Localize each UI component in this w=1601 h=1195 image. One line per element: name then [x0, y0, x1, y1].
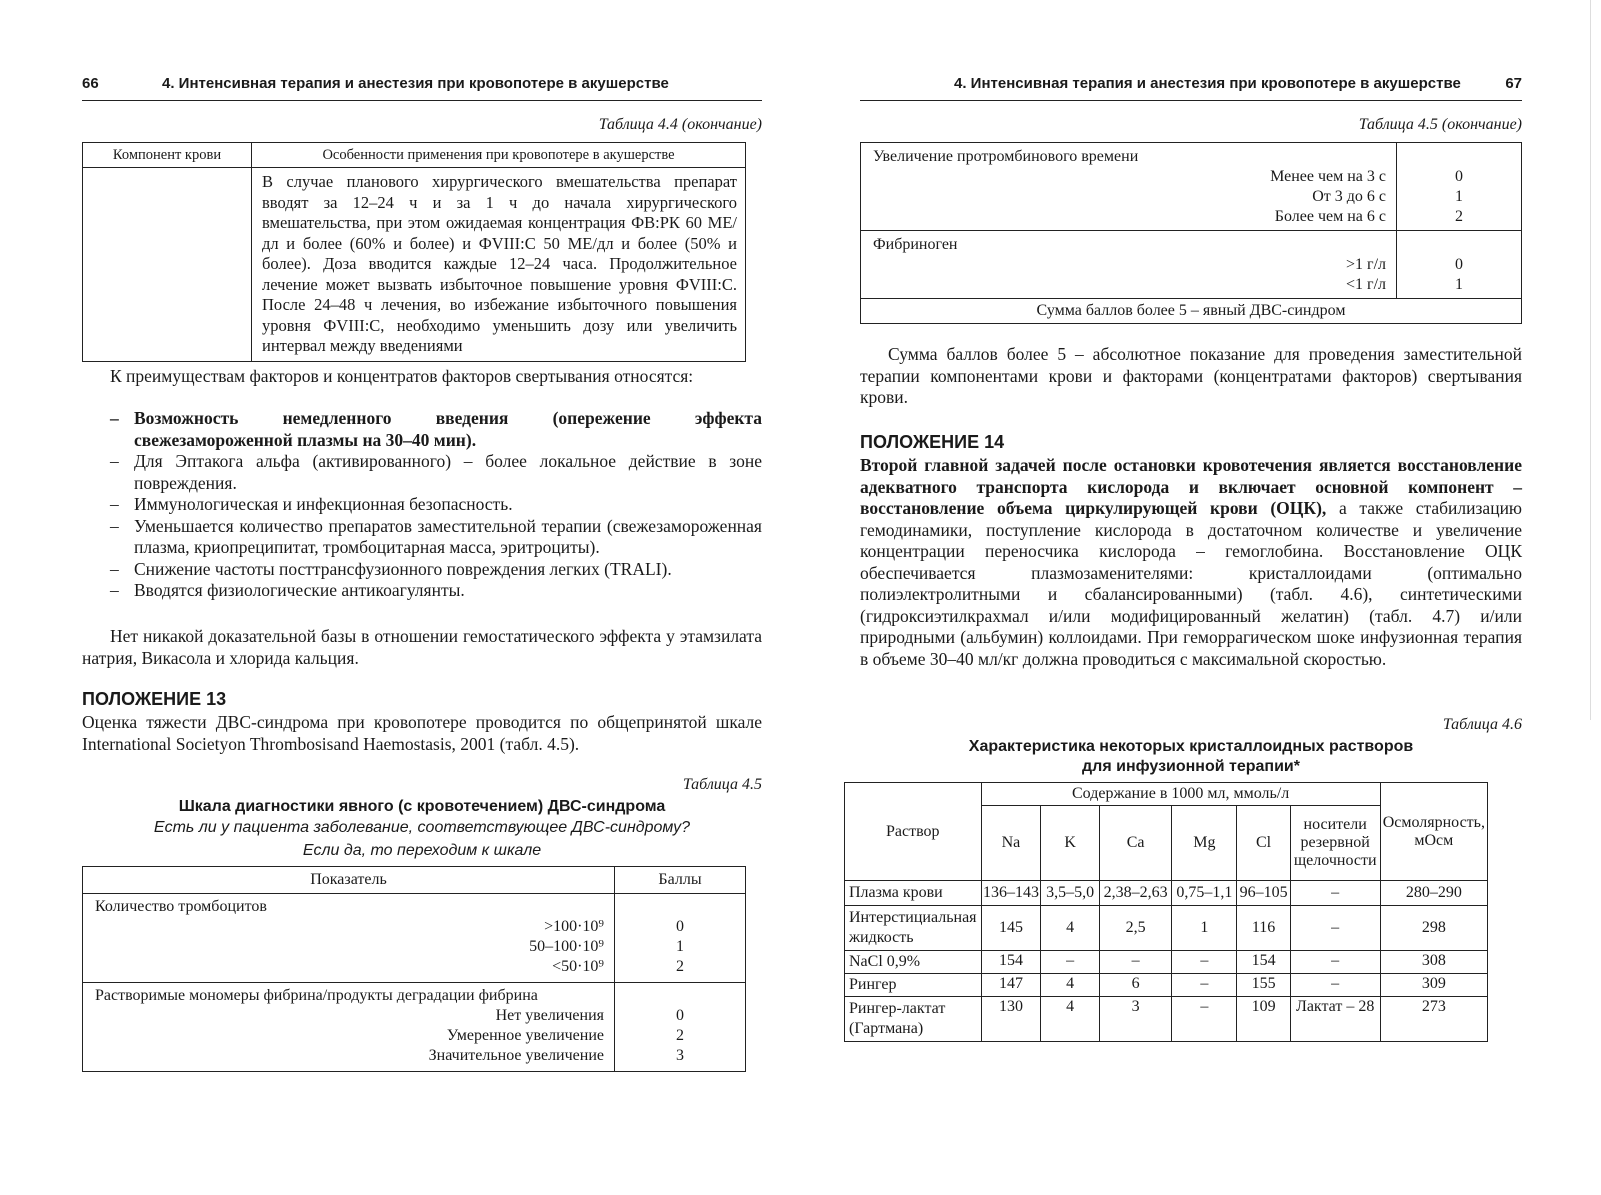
no-evidence-paragraph: Нет никакой доказательной базы в отношении гемостатического эффекта у этамзилата натрия, Викасола и хлорида кальция. — [82, 626, 762, 668]
page-number: 67 — [1505, 75, 1522, 92]
cell: 147 — [981, 974, 1041, 997]
table-4-4-header-component: Компонент крови — [83, 143, 252, 168]
row-name: Рингер-лактат (Гартмана) — [845, 997, 982, 1042]
page-number: 66 — [82, 75, 99, 92]
cell: 116 — [1237, 906, 1290, 951]
table-4-6-col-ca: Ca — [1099, 806, 1171, 881]
section-13-title: ПОЛОЖЕНИЕ 13 — [82, 689, 227, 709]
row-label: >1 г/л — [1345, 256, 1386, 273]
section-14-bold-text: Второй главной задачей после остановки кровотечения является восстановление адекватного транспорта кислорода и включает основной компонент – восстановление объема циркулирующей крови (ОЦК), — [860, 455, 1522, 518]
cell: 4 — [1041, 974, 1100, 997]
cell: 109 — [1237, 997, 1290, 1042]
cell: 1 — [1172, 906, 1237, 951]
row-score: 1 — [676, 938, 684, 955]
list-item: – Иммунологическая и инфекционная безопасность. — [82, 494, 762, 516]
cell: 96–105 — [1237, 881, 1290, 906]
row-score: 0 — [676, 918, 684, 935]
cell: – — [1172, 997, 1237, 1042]
row-score: 2 — [676, 1027, 684, 1044]
table-row — [845, 974, 1488, 997]
row-score: 1 — [1455, 276, 1463, 293]
table-row — [845, 881, 1488, 906]
row-name: Интерстициальная жидкость — [845, 906, 982, 951]
table-4-4-header-features: Особенности применения при кровопотере в акушерстве — [252, 143, 746, 168]
row-score: 0 — [1455, 256, 1463, 273]
list-item: – Снижение частоты посттрансфузионного повреждения легких (TRALI). — [82, 559, 762, 581]
table-4-6-header-osmolarity: Осмолярность, мОсм — [1380, 783, 1487, 881]
group-name: Увеличение протромбинового времени — [873, 148, 1139, 165]
cell: 273 — [1380, 997, 1487, 1042]
table-4-4-caption: Таблица 4.4 (окончание) — [598, 116, 762, 133]
row-label: <50·10⁹ — [552, 958, 604, 975]
cell: 4 — [1041, 906, 1100, 951]
group-name: Фибриноген — [873, 236, 958, 253]
cell: – — [1041, 951, 1100, 974]
table-row — [845, 997, 1488, 1042]
cell: 280–290 — [1380, 881, 1487, 906]
advantages-list — [82, 408, 762, 602]
cell: 2,5 — [1099, 906, 1171, 951]
row-label: Нет увеличения — [495, 1007, 604, 1024]
cell: 0,75–1,1 — [1172, 881, 1237, 906]
cell: 2,38–2,63 — [1099, 881, 1171, 906]
table-4-5-scores-prothrombin — [1397, 143, 1522, 231]
table-4-5-group-platelets — [83, 894, 615, 983]
table-4-5-header-indicator: Показатель — [83, 867, 615, 894]
row-score: 1 — [1455, 188, 1463, 205]
row-name: Плазма крови — [845, 881, 982, 906]
row-label: <1 г/л — [1345, 276, 1386, 293]
table-4-5-end — [860, 142, 1522, 324]
page-spine-shadow — [1590, 0, 1591, 720]
table-row — [845, 951, 1488, 974]
table-4-6-title-1: Характеристика некоторых кристаллоидных растворов — [968, 738, 1414, 755]
sum-paragraph: Сумма баллов более 5 – абсолютное показание для проведения заместительной терапии компонентами крови и факторами (концентратами факторов) свертывания крови. — [860, 344, 1522, 407]
row-label: Более чем на 6 с — [1274, 208, 1386, 225]
cell: – — [1290, 881, 1380, 906]
row-score: 2 — [1455, 208, 1463, 225]
table-4-5-scores-platelets — [615, 894, 746, 983]
advantages-intro: К преимуществам факторов и концентратов факторов свертывания относятся: — [110, 366, 694, 386]
table-4-5-caption: Таблица 4.5 — [682, 776, 762, 793]
left-running-head — [82, 74, 762, 101]
cell: 4 — [1041, 997, 1100, 1042]
table-4-6-col-cl: Cl — [1237, 806, 1290, 881]
table-4-6-col-na: Na — [981, 806, 1041, 881]
cell: – — [1099, 951, 1171, 974]
table-4-4-empty-cell — [83, 168, 252, 362]
table-4-5 — [82, 866, 746, 1072]
cell: – — [1290, 906, 1380, 951]
cell: – — [1172, 951, 1237, 974]
row-name: NaCl 0,9% — [845, 951, 982, 974]
row-score: 0 — [1455, 168, 1463, 185]
group-name: Растворимые мономеры фибрина/продукты деградации фибрина — [95, 987, 538, 1004]
cell: 154 — [981, 951, 1041, 974]
table-4-5-group-fibrinogen — [861, 231, 1397, 299]
row-label: От 3 до 6 с — [1312, 188, 1386, 205]
table-4-6-header-solution: Раствор — [845, 783, 982, 881]
table-4-5-footer: Сумма баллов более 5 – явный ДВС-синдром — [861, 299, 1522, 324]
cell: – — [1290, 951, 1380, 974]
list-item: – Для Эптакога альфа (активированного) – более локальное действие в зоне повреждения. — [82, 451, 762, 494]
cell: 155 — [1237, 974, 1290, 997]
cell: 298 — [1380, 906, 1487, 951]
group-name: Количество тромбоцитов — [95, 898, 267, 915]
row-label: >100·10⁹ — [544, 918, 604, 935]
table-4-4 — [82, 142, 746, 362]
section-14-title: ПОЛОЖЕНИЕ 14 — [860, 432, 1005, 452]
cell: 3 — [1099, 997, 1171, 1042]
table-4-6-col-alkaline-carriers: носители резервной щелочности — [1290, 806, 1380, 881]
running-head-title: 4. Интенсивная терапия и анестезия при кровопотере в акушерстве — [162, 75, 669, 92]
table-4-6-title-2: для инфузионной терапии* — [1082, 758, 1300, 775]
row-label: Умеренное увеличение — [446, 1027, 604, 1044]
table-4-5-header-score: Баллы — [615, 867, 746, 894]
cell: 130 — [981, 997, 1041, 1042]
table-4-5-scores-fibrin — [615, 983, 746, 1072]
cell: 3,5–5,0 — [1041, 881, 1100, 906]
row-name: Рингер — [845, 974, 982, 997]
table-4-5-group-prothrombin — [861, 143, 1397, 231]
row-label: Менее чем на 3 с — [1270, 168, 1386, 185]
row-score: 3 — [676, 1047, 684, 1064]
section-13-text: Оценка тяжести ДВС-синдрома при кровопотере проводится по общепринятой шкале International Societyon Thrombosisand Haemostasis, 2001 (табл. 4.5). — [82, 712, 762, 754]
cell: – — [1290, 974, 1380, 997]
right-running-head — [860, 74, 1522, 101]
cell: Лактат – 28 — [1290, 997, 1380, 1042]
running-head-title: 4. Интенсивная терапия и анестезия при кровопотере в акушерстве — [954, 75, 1461, 92]
list-item: – Возможность немедленного введения (опережение эффекта свежезамороженной плазмы на 30–40 мин). — [82, 408, 762, 451]
table-4-6-col-mg: Mg — [1172, 806, 1237, 881]
row-score: 2 — [676, 958, 684, 975]
row-label: 50–100·10⁹ — [529, 938, 604, 955]
cell: 145 — [981, 906, 1041, 951]
list-item: – Уменьшается количество препаратов заместительной терапии (свежезамороженная плазма, криопреципитат, тромбоцитарная масса, эритроциты). — [82, 516, 762, 559]
table-4-6-caption: Таблица 4.6 — [1442, 716, 1522, 733]
table-4-5-subtitle-2: Если да, то переходим к шкале — [302, 842, 542, 859]
section-14-paragraph — [860, 455, 1522, 670]
cell: 308 — [1380, 951, 1487, 974]
table-4-5-end-caption: Таблица 4.5 (окончание) — [1358, 116, 1522, 133]
cell: – — [1172, 974, 1237, 997]
list-item: – Вводятся физиологические антикоагулянты. — [82, 580, 762, 602]
table-4-6 — [844, 782, 1488, 1042]
table-row — [845, 906, 1488, 951]
table-4-5-title: Шкала диагностики явного (с кровотечением) ДВС-синдрома — [178, 798, 666, 815]
cell: 309 — [1380, 974, 1487, 997]
table-4-4-row-text: В случае планового хирургического вмешательства препарат вводят за 12–24 ч и за 1 ч до начала хирургического вмешательства, при этом ожидаемая концентрация ФВ:РК 60 МЕ/дл и более (60% и более) и ФVIII:С 50 МЕ/дл и более (50% и более). Доза вводится каждые 12–24 часа. Продолжительное лечение может вызвать избыточное повышение уровня ФVIII:С. После 24–48 ч лечения, во избежание избыточного повышения уровня ФVIII:С, необходимо уменьшить дозу или увеличить интервал между введениями — [252, 168, 746, 362]
table-4-6-col-k: K — [1041, 806, 1100, 881]
cell: 136–143 — [981, 881, 1041, 906]
row-label: Значительное увеличение — [428, 1047, 604, 1064]
table-4-6-header-content: Содержание в 1000 мл, ммоль/л — [981, 783, 1380, 806]
table-4-5-scores-fibrinogen — [1397, 231, 1522, 299]
cell: 6 — [1099, 974, 1171, 997]
table-4-5-subtitle-1: Есть ли у пациента заболевание, соответствующее ДВС-синдрому? — [153, 819, 691, 836]
cell: 154 — [1237, 951, 1290, 974]
section-14-text: а также стабилизацию гемодинамики, поступление кислорода в достаточном количестве и увеличение концентрации переносчика кислорода – гемоглобина. Восстановление ОЦК обеспечивается плазмозаменителями: кристаллоидами (оптимально полиэлектролитными и сбалансированными) (табл. 4.6), синтетическими (гидроксиэтилкрахмал и/или модифицированный желатин) (табл. 4.7) и/или природными (альбумин) коллоидами. При геморрагическом шоке инфузионная терапия в объеме 30–40 мл/кг должна проводиться с максимальной скоростью. — [860, 498, 1523, 669]
table-4-5-group-fibrin — [83, 983, 615, 1072]
row-score: 0 — [676, 1007, 684, 1024]
